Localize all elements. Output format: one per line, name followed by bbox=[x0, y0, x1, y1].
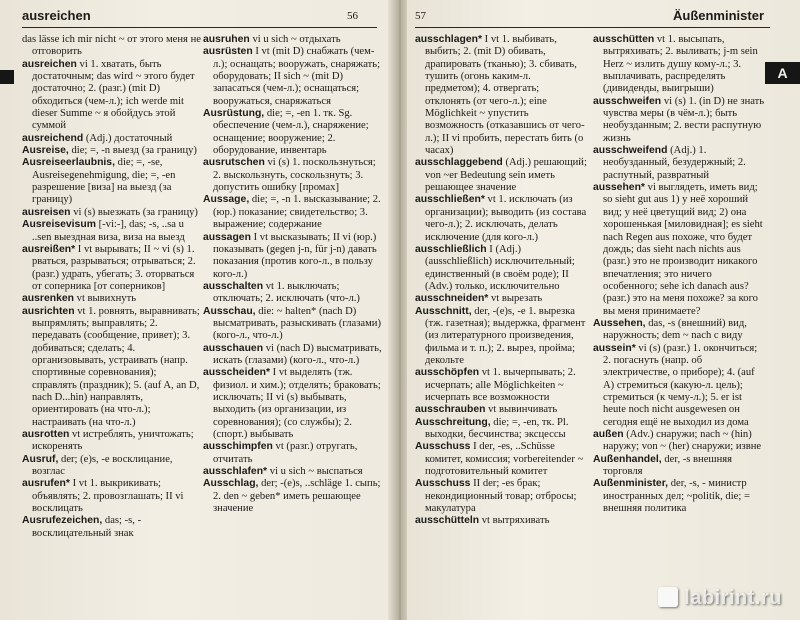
right-running-head bbox=[415, 9, 770, 23]
entry-headword: ausreißen* bbox=[22, 243, 76, 255]
entry-headword: ausschweifen bbox=[593, 95, 662, 107]
entry-definition: I der, -es, ..Schüsse комитет, комиссия; vorbereitender ~ подготовительный комитет bbox=[425, 441, 584, 478]
entry-headword: ausschließen* bbox=[415, 194, 485, 206]
entry-headword: Aussage, bbox=[203, 194, 250, 206]
dictionary-entry bbox=[415, 157, 587, 194]
dictionary-entry bbox=[415, 367, 587, 404]
edge-tab-mark bbox=[0, 70, 14, 84]
entry-headword: aussagen bbox=[203, 231, 251, 243]
entry-headword: Ausreisevisum bbox=[22, 219, 96, 231]
entry-definition: vi u sich ~ отдыхать bbox=[252, 34, 341, 45]
dictionary-entry bbox=[593, 478, 765, 515]
dictionary-entry bbox=[203, 108, 383, 157]
dictionary-entry bbox=[593, 34, 765, 96]
entry-headword: Ausschuss bbox=[415, 478, 471, 490]
entry-headword: aussehen* bbox=[593, 182, 645, 194]
dictionary-entry bbox=[22, 59, 202, 133]
entry-definition: vi (nach D) высматривать, искать (глазами) (кого-л., что-л.) bbox=[213, 342, 382, 366]
entry-headword: ausscheiden* bbox=[203, 367, 270, 379]
entry-definition: vi (s) выезжать (за границу) bbox=[73, 206, 198, 218]
entry-definition: I vt 1. выбивать, выбить; 2. (mit D) обивать, драпировать (тканью); 3. сбивать, тушить (огонь каким-л. предметом); 4. отвергать; отклонять (от чего-л.); eine Möglichkeit ~ упустить возможность (отказавшись от чего-л.); II vi пробить, перестать бить (о часах) bbox=[425, 34, 585, 157]
right-column-1 bbox=[415, 34, 587, 528]
dictionary-entry bbox=[415, 306, 587, 368]
dictionary-entry bbox=[203, 478, 383, 515]
dictionary-entry bbox=[415, 244, 587, 293]
dictionary-entry bbox=[415, 417, 587, 442]
watermark-text: labirint.ru bbox=[684, 587, 782, 609]
watermark-logo-icon bbox=[658, 587, 678, 607]
entry-definition: der, -s, - министр иностранных дел; ~politik, die; = внешняя политика bbox=[603, 478, 750, 515]
dictionary-entry bbox=[203, 157, 383, 194]
entry-headword: Ausruf, bbox=[22, 453, 59, 465]
entry-definition: I (Adj.) (ausschließlich) исключительный; единственный (в своём роде); II (Adv.) только, исключительно bbox=[425, 243, 575, 292]
entry-headword: ausschweifend bbox=[593, 145, 668, 157]
entry-definition: vt 1. выключать; отключать; 2. исключать (что-л.) bbox=[213, 280, 360, 305]
entry-headword: Ausschlag, bbox=[203, 478, 259, 490]
dictionary-entry bbox=[593, 318, 765, 343]
entry-definition: vt истреблять, уничтожать; искоренять bbox=[32, 429, 194, 453]
left-header-rule bbox=[22, 27, 377, 28]
entry-definition: I vt 1. выкрикивать; объявлять; 2. провозглашать; II vi восклицать bbox=[32, 478, 184, 515]
dictionary-entry bbox=[22, 478, 202, 515]
entry-definition: I vt высказывать; II vi (юр.) показывать (gegen j-n, für j-n) давать показания (против кого-л., в пользу кого-л.) bbox=[213, 231, 377, 280]
dictionary-entry bbox=[22, 306, 202, 429]
dictionary-entry bbox=[203, 441, 383, 466]
entry-definition: II der; -es брак; некондиционный товар; отбросы; макулатура bbox=[425, 478, 577, 515]
dictionary-entry bbox=[593, 145, 765, 182]
entry-definition: der, -(e)s, -e 1. вырезка (тж. газетная); выдержка, фрагмент (из литературного произведения, фильма и т. п.); 2. вырез, пройма; декольте bbox=[425, 305, 586, 366]
entry-definition: vi (s) 1. поскользнуться; 2. выскользнуть, соскользнуть; 3. допустить ошибку [промах] bbox=[213, 157, 376, 194]
dictionary-entry bbox=[203, 232, 383, 281]
entry-definition: vi u sich ~ выспаться bbox=[269, 466, 363, 478]
dictionary-entry bbox=[203, 306, 383, 343]
entry-headword: Ausrüstung, bbox=[203, 108, 265, 120]
dictionary-entry bbox=[203, 466, 383, 478]
entry-definition: vi (s) 1. (in D) не знать чувства меры (в чём-л.); быть необузданным; 2. вести распутную жизнь bbox=[603, 95, 765, 144]
entry-definition: vi 1. хватать, быть достаточным; das wird ~ этого будет достаточно; 2. (разг.) (mit D) обходиться (чем-л.); ich werde mit dieser Summe ~ я обойдусь этой суммой bbox=[32, 58, 195, 132]
entry-headword: ausrotten bbox=[22, 429, 70, 440]
entry-definition: (Adj.) достаточный bbox=[85, 132, 173, 144]
entry-headword: ausrichten bbox=[22, 305, 75, 317]
entry-definition: I vt вырывать; II ~ vi (s) 1. рваться, разрываться; отрываться; 2. (разг.) удрать, убегать; 3. оторваться от соперника [от соперников] bbox=[32, 243, 196, 292]
entry-definition: I vt (mit D) снабжать (чем-л.); оснащать; вооружать, снаряжать; оборудовать; II sich ~ (mit D) запасаться (чем-л.); оснащаться; вооружаться, снаряжаться bbox=[213, 46, 381, 107]
entry-headword: Ausschau, bbox=[203, 305, 256, 317]
dictionary-entry bbox=[593, 454, 765, 479]
dictionary-entry bbox=[22, 207, 202, 219]
left-guide-word: ausreichen bbox=[22, 8, 91, 23]
entry-headword: ausschrauben bbox=[415, 404, 486, 416]
entry-headword: Ausschnitt, bbox=[415, 305, 472, 317]
dictionary-entry bbox=[22, 219, 202, 244]
entry-definition: die; =, -n 1. высказывание; 2. (юр.) показание; свидетельство; 3. выражение; содержание bbox=[213, 194, 381, 231]
dictionary-entry bbox=[415, 478, 587, 515]
dictionary-entry bbox=[203, 34, 383, 46]
entry-definition: der; (e)s, -e восклицание, возглас bbox=[32, 453, 173, 478]
left-column-1 bbox=[22, 34, 202, 540]
entry-headword: ausschütteln bbox=[415, 515, 480, 527]
entry-definition: vt 1. вычерпывать; 2. исчерпать; alle Möglichkeiten ~ исчерпать все возможности bbox=[425, 367, 576, 403]
dictionary-entry bbox=[203, 367, 383, 441]
dictionary-entry bbox=[22, 157, 202, 206]
entry-definition: die; =, -se, Ausreisegenehmigung, die; =, -en разрешение [виза] на выезд (за границу) bbox=[32, 157, 176, 206]
entry-definition: vi (s) (разг.) 1. окончиться; 2. погаснуть (напр. об электричестве, о приборе); 4. (auf A) стремиться (какую-л. цель); стремиться (к чему-л.); 5. er ist heute noch nicht ausgewesen он сегодня ещё не выходил из дома bbox=[603, 342, 758, 428]
entry-headword: ausschneiden* bbox=[415, 293, 489, 305]
entry-definition: vt 1. ровнять, выравнивать; выпрямлять; выправлять; 2. передавать (сообщение, привет); 3. добиваться; сделать; 4. организовывать, устраивать (напр. спортивные соревнования); справлять (праздник); 5. (auf A, an D, nach D...hin) направлять, ориентировать (на что-л.); настраивать (на что-л.) bbox=[32, 305, 200, 428]
dictionary-entry bbox=[593, 182, 765, 318]
entry-headword: ausschütten bbox=[593, 34, 655, 45]
entry-definition: vi выглядеть, иметь вид; so sieht gut aus 1) у неё хороший вид; у неё цветущий вид; 2) она хорошенькая [миловидная]; es sieht nach Regen aus похоже, что будет дождь; das sieht nach nichts aus (разг.) это не производит никакого впечатления; это ничего особенного; sehe ich danach aus? (разг.) это на меня похоже? за кого вы меня принимаете? bbox=[603, 182, 763, 317]
entry-definition: vt 1. исключать (из организации); выводить (из состава чего-л.); 2. исключать, делать исключение (для кого-л.) bbox=[425, 194, 587, 243]
entry-headword: ausrufen* bbox=[22, 478, 70, 490]
entry-headword: ausruhen bbox=[203, 34, 250, 45]
entry-headword: Außenminister, bbox=[593, 478, 669, 490]
dictionary-entry bbox=[415, 194, 587, 243]
dictionary-entry bbox=[22, 244, 202, 293]
entry-headword: ausschließlich bbox=[415, 243, 487, 255]
dictionary-entry bbox=[22, 429, 202, 454]
dictionary-entry bbox=[593, 343, 765, 429]
dictionary-entry bbox=[593, 96, 765, 145]
entry-headword: ausschlagen* bbox=[415, 34, 482, 45]
entry-definition: vt вывинчивать bbox=[488, 404, 558, 416]
right-page bbox=[407, 0, 800, 620]
entry-definition: I vt выделять (тж. физиол. и хим.); отделять; браковать; исключать; II vi (s) выбывать, выходить (из организации, из соревнования); (со службы); 2. (спорт.) выбывать bbox=[213, 367, 381, 440]
dictionary-entry bbox=[203, 46, 383, 108]
right-guide-word: Äußenminister bbox=[672, 8, 764, 23]
dictionary-entry bbox=[415, 34, 587, 157]
entry-headword: ausschauen bbox=[203, 342, 264, 354]
entry-headword: Ausreiseerlaubnis, bbox=[22, 157, 115, 169]
dictionary-entry bbox=[22, 454, 202, 479]
entry-definition: (Adj.) решающий; von ~er Bedeutung sein иметь решающее значение bbox=[425, 157, 587, 194]
entry-headword: ausrutschen bbox=[203, 157, 265, 169]
dictionary-entry bbox=[22, 34, 202, 59]
dictionary-entry bbox=[203, 343, 383, 368]
right-header-rule bbox=[415, 27, 770, 28]
dictionary-entry bbox=[415, 293, 587, 305]
entry-headword: Ausreise, bbox=[22, 145, 69, 157]
thumb-index-tab: A bbox=[765, 62, 800, 84]
dictionary-entry bbox=[593, 429, 765, 454]
dictionary-entry bbox=[22, 293, 202, 305]
entry-definition: die; =, -en, тк. Pl. выходки, бесчинства; эксцессы bbox=[425, 416, 569, 440]
entry-headword: ausrenken bbox=[22, 293, 74, 305]
entry-headword: ausschalten bbox=[203, 280, 264, 292]
entry-definition: [-vi:-], das; -s, ..sa u ..sen выездная виза, виза на выезд bbox=[32, 219, 185, 243]
entry-headword: ausschlaggebend bbox=[415, 157, 503, 169]
entry-definition: vt (разг.) отругать, отчитать bbox=[213, 441, 358, 465]
entry-headword: ausrüsten bbox=[203, 46, 253, 58]
entry-headword: Ausrufezeichen, bbox=[22, 515, 103, 527]
dictionary-entry bbox=[415, 404, 587, 416]
entry-headword: Ausschuss bbox=[415, 441, 471, 453]
entry-headword: ausschlafen* bbox=[203, 466, 268, 478]
entry-definition: vt вытряхивать bbox=[481, 515, 550, 527]
left-column-2 bbox=[203, 34, 383, 515]
dictionary-entry bbox=[22, 515, 202, 540]
entry-headword: ausschöpfen bbox=[415, 367, 480, 379]
entry-headword: aussein* bbox=[593, 342, 636, 354]
dictionary-entry bbox=[203, 194, 383, 231]
left-page-number: 56 bbox=[347, 10, 358, 22]
entry-definition: die; =, -n выезд (за границу) bbox=[71, 145, 197, 157]
entry-headword: Außenhandel, bbox=[593, 453, 662, 465]
entry-headword: ausschimpfen bbox=[203, 441, 273, 453]
entry-definition: der; -(e)s, ..schläge 1. сыпь; 2. den ~ geben* иметь решающее значение bbox=[213, 478, 381, 515]
dictionary-entry bbox=[415, 515, 587, 527]
right-column-2 bbox=[593, 34, 765, 515]
entry-headword: ausreisen bbox=[22, 206, 71, 218]
entry-definition: das, -s (внешний) вид, наружность; dem ~ nach с виду bbox=[603, 317, 747, 342]
entry-definition: das; -s, - восклицательный знак bbox=[32, 515, 142, 539]
left-running-head bbox=[22, 9, 377, 23]
watermark bbox=[658, 587, 782, 610]
entry-definition: das lässe ich mir nicht ~ от этого меня не отговорить bbox=[22, 34, 201, 58]
dictionary-entry bbox=[22, 145, 202, 157]
left-page bbox=[0, 0, 393, 620]
entry-headword: ausreichend bbox=[22, 132, 84, 144]
entry-definition: vt 1. высыпать, вытряхивать; 2. выливать; j-m sein Herz ~ излить душу кому-л.; 3. выплачивать, распределять (дивиденды, выигрыши) bbox=[603, 34, 758, 95]
entry-definition: (Adj.) 1. необузданный, безудержный; 2. распутный, развратный bbox=[603, 145, 746, 181]
entry-definition: vt вывихнуть bbox=[76, 293, 137, 305]
entry-headword: Ausschreitung, bbox=[415, 416, 491, 428]
entry-definition: der, -s внешняя торговля bbox=[603, 453, 733, 478]
entry-headword: Aussehen, bbox=[593, 317, 646, 329]
dictionary-entry bbox=[203, 281, 383, 306]
entry-headword: ausreichen bbox=[22, 58, 77, 70]
dictionary-entry bbox=[22, 133, 202, 145]
entry-definition: (Adv.) снаружи; nach ~ (hin) наружу; von ~ (her) снаружи; извне bbox=[603, 429, 762, 453]
entry-definition: die; =, -en 1. тк. Sg. обеспечение (чем-л.), снаряжение; оснащение; вооружение; 2. оборудование, инвентарь bbox=[213, 108, 369, 157]
right-page-number: 57 bbox=[415, 10, 426, 22]
entry-definition: die: ~ halten* (nach D) высматривать, разыскивать (глазами) (кого-л., что-л.) bbox=[213, 305, 381, 342]
entry-headword: außen bbox=[593, 429, 624, 440]
entry-definition: vt вырезать bbox=[491, 293, 543, 305]
dictionary-entry bbox=[415, 441, 587, 478]
